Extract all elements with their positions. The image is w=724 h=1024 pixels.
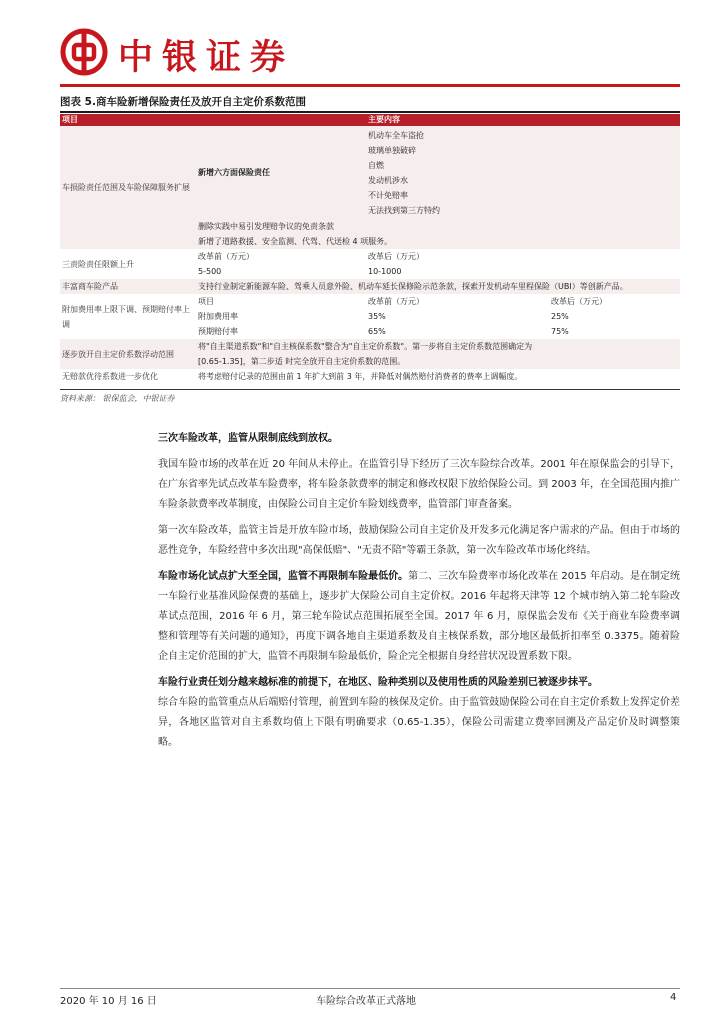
rate-before	[366, 294, 549, 339]
paragraph: 第一次车险改革，监管主旨是开放车险市场，鼓励保险公司自主定价及开发多元化满足客户需求的产品。但由于市场的恶性竞争，车险经营中多次出现"高保低赔"、"无责不陪"等霸王条款，第一次车险改革市场化终结。	[158, 525, 680, 556]
rate-after	[549, 294, 680, 339]
brand-name: 中银证券	[118, 37, 295, 78]
content-line: [0.65-1.35]，第二步适 时完全放开自主定价系数的范围。	[198, 357, 406, 366]
rate-value: 35%	[368, 312, 386, 321]
report-date: 2020 年 10 月 16 日	[60, 996, 157, 1007]
header-rule	[60, 84, 680, 87]
source-rule	[60, 389, 680, 390]
table-row	[60, 339, 680, 369]
footer-rule	[60, 988, 680, 989]
paragraph-lead: 车险市场化试点扩大至全国，监管不再限制车险最低价。	[158, 571, 409, 582]
header-cell-content: 主要内容	[366, 114, 680, 126]
paragraph	[158, 567, 680, 667]
row-category: 车损险责任范围及车险保障服务扩展	[60, 126, 196, 249]
figure-title-rule	[60, 111, 680, 113]
list-item: 不计免赔率	[368, 191, 408, 200]
row-sublabel: 新增六方面保险责任	[196, 126, 366, 219]
list-item: 删除实践中易引发理赔争议的免责条款	[198, 222, 334, 231]
subtable-header-before: 改革前（万元）	[368, 297, 424, 306]
list-item: 自燃	[368, 161, 384, 170]
page-number: 4	[670, 992, 677, 1003]
row-category: 附加费用率上限下调、预期赔付率上调	[60, 294, 196, 339]
report-title: 车险综合改革正式落地	[316, 996, 416, 1007]
table-header-row	[60, 114, 680, 126]
table-row	[60, 126, 680, 219]
paragraph	[158, 673, 680, 753]
row-content	[196, 339, 680, 369]
page-header	[60, 24, 680, 84]
list-item: 无法找到第三方特约	[368, 206, 440, 215]
list-item: 发动机涉水	[368, 176, 408, 185]
header-cell-item: 项目	[60, 114, 366, 126]
row-category: 丰富商车险产品	[60, 279, 196, 294]
coverage-list	[366, 126, 680, 219]
content-line: 将"自主渠道系数"和"自主核保系数"整合为"自主定价系数"。第一步将自主定价系数范围确定为	[198, 342, 533, 351]
row-content: 支持行业制定新能源车险、驾乘人员意外险、机动车延长保修险示范条款，探索开发机动车里程保险（UBI）等创新产品。	[196, 279, 680, 294]
rate-label: 附加费用率	[198, 312, 238, 321]
bank-of-china-logo-icon	[60, 28, 108, 76]
before-value: 5-500	[198, 267, 222, 276]
paragraph-lead: 车险行业责任划分越来越标准的前提下，在地区、险种类别以及使用性质的风险差别已被逐步抹平。	[158, 677, 598, 688]
limit-after	[366, 249, 680, 279]
paragraph-text: 第二、三次车险费率市场化改革在 2015 年启动。是在制定统一车险行业基准风险保费的基础上，逐步扩大保险公司自主定价权。2016 年起将天津等 12 个城市纳入第二轮车险改革试点范围，2016 年 6 月，第三轮车险试点范围拓展至全国。2017 年 6 月，原保监会发布《关于商业车险费率调整和管理等有关问题的通知》，再度下调各地自主渠道系数及自主核保系数，部分地区最低折扣率至 0.3375。随着险企自主定价范围的扩大，监管不再限制车险最低价，险企完全根据自身经营状况设置系数下限。	[158, 571, 680, 662]
table-row	[60, 249, 680, 279]
row-category: 三责险责任限额上升	[60, 249, 196, 279]
rate-labels	[196, 294, 366, 339]
after-label: 改革后（万元）	[368, 252, 424, 261]
paragraph-text: 综合车险的监管重点从后端赔付管理，前置到车险的核保及定价。由于监管鼓励保险公司在自主定价系数上发挥定价差异，各地区监管对自主系数均值上下限有明确要求（0.65-1.35），保险公司需建立费率回溯及产品定价及时调整策略。	[158, 697, 680, 748]
before-label: 改革前（万元）	[198, 252, 254, 261]
rate-value: 65%	[368, 327, 386, 336]
table-row	[60, 294, 680, 339]
rate-label: 预期赔付率	[198, 327, 238, 336]
after-value: 10-1000	[368, 267, 402, 276]
subtable-header-after: 改革后（万元）	[551, 297, 607, 306]
source-note: 资料来源： 银保监会，中银证券	[60, 394, 175, 403]
list-item: 机动车全车盗抢	[368, 131, 424, 140]
subtable-header-item: 项目	[198, 297, 214, 306]
rate-value: 25%	[551, 312, 569, 321]
body-text	[158, 429, 680, 759]
section-heading: 三次车险改革，监管从限制底线到放权。	[158, 433, 338, 444]
extra-notes	[196, 219, 680, 249]
row-content: 将考虑赔付记录的范围由前 1 年扩大到前 3 年，并降低对偶然赔付消费者的费率上调幅度。	[196, 369, 680, 384]
rate-value: 75%	[551, 327, 569, 336]
limit-before	[196, 249, 366, 279]
list-item: 新增了道路救援、安全监测、代驾、代送检 4 项服务。	[198, 237, 393, 246]
list-item: 玻璃单独破碎	[368, 146, 416, 155]
table-row	[60, 279, 680, 294]
policy-table	[60, 114, 680, 384]
row-category: 无赔款优待系数进一步优化	[60, 369, 196, 384]
figure-title: 图表 5.商车险新增保险责任及放开自主定价系数范围	[60, 96, 306, 108]
paragraph: 我国车险市场的改革在近 20 年间从未停止。在监管引导下经历了三次车险综合改革。2001 年在原保监会的引导下，在广东省率先试点改革车险费率，将车险条款费率的制定和修改权限下放给保险公司。到 2003 年，在全国范围内推广车险条款费率改革制度，由保险公司自主定价车险划线费率，监管部门审查备案。	[158, 459, 680, 510]
row-category: 逐步放开自主定价系数浮动范围	[60, 339, 196, 369]
table-row	[60, 369, 680, 384]
